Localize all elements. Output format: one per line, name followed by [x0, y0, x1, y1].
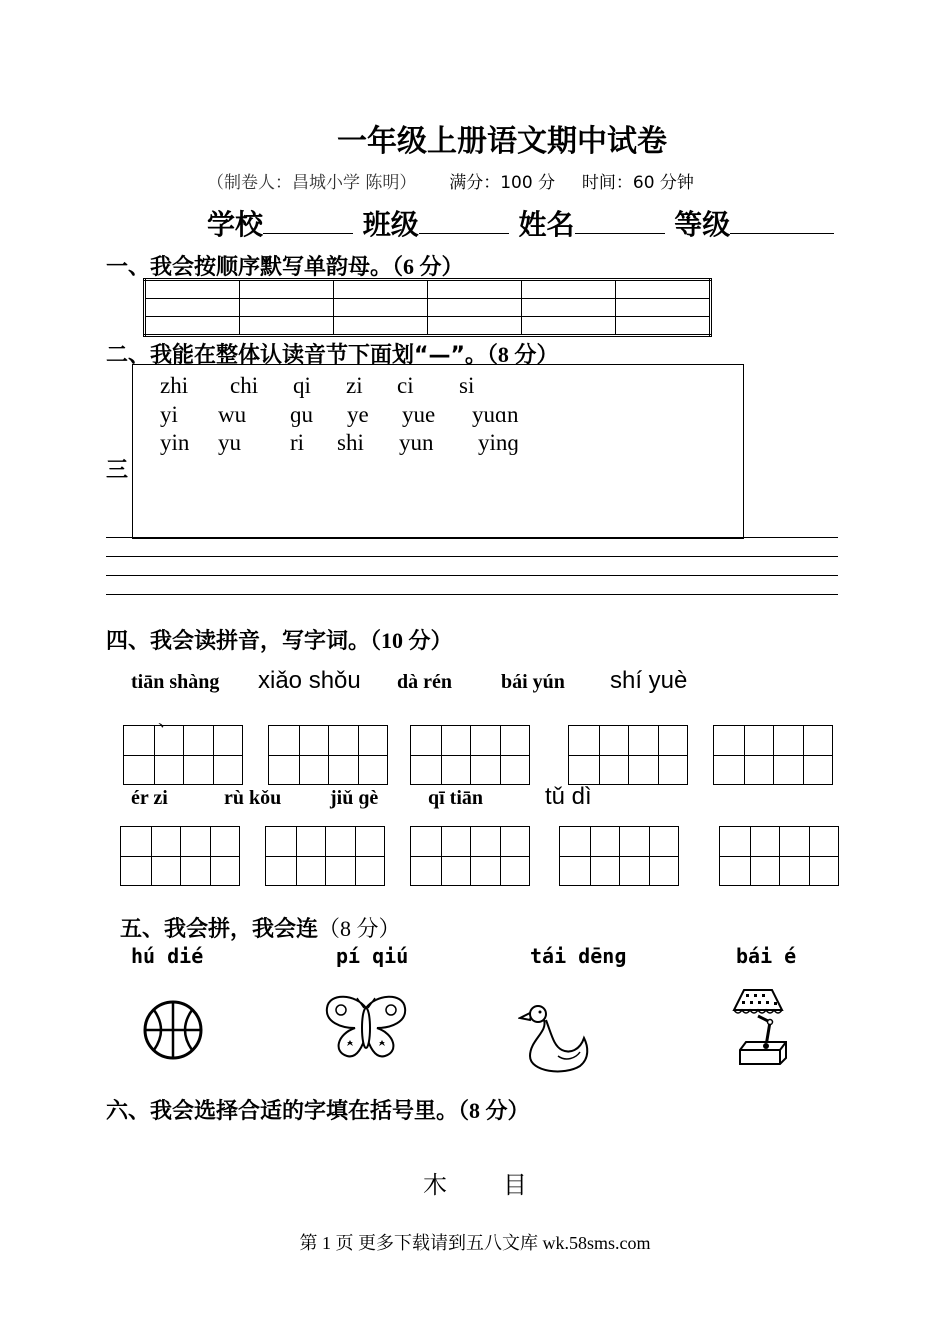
syllable[interactable]: yu — [218, 430, 241, 455]
section-5-points: （8 分） — [318, 916, 401, 941]
school-blank[interactable] — [263, 205, 353, 234]
character-writing-box[interactable] — [265, 826, 385, 886]
pinyin-word: rù kǒu — [224, 787, 282, 809]
writing-line[interactable] — [106, 537, 838, 538]
character-writing-box[interactable] — [120, 826, 240, 886]
syllable[interactable]: shi — [337, 430, 364, 455]
class-label: 班级 — [362, 208, 419, 241]
section-1-title: 一、我会按顺序默写单韵母。（ — [106, 255, 404, 280]
section-4-points: 10 分 — [381, 628, 431, 653]
character-writing-box[interactable] — [123, 725, 243, 785]
pinyin-word: tǔ dì — [545, 783, 592, 810]
pinyin-word: ér zi — [131, 787, 168, 809]
section-6-close: ） — [507, 1099, 530, 1124]
section-5-heading — [120, 912, 401, 943]
section-1-close: ） — [441, 255, 464, 280]
section-6-title: 六、我会选择合适的字填在括号里。（ — [106, 1099, 470, 1124]
goose-icon[interactable] — [518, 1000, 592, 1078]
syllable[interactable]: zhi — [160, 373, 189, 398]
syllable[interactable]: wu — [218, 402, 247, 427]
syllable[interactable]: yi — [160, 402, 178, 427]
writing-line[interactable] — [106, 575, 838, 576]
desk-lamp-icon[interactable] — [730, 986, 792, 1068]
character-writing-box[interactable] — [410, 826, 530, 886]
character-writing-box[interactable] — [559, 826, 679, 886]
syllable[interactable]: yue — [402, 402, 436, 427]
section-2-points: 8 分 — [497, 342, 537, 367]
exam-time: 时间：60 分钟 — [581, 173, 694, 193]
character-writing-box[interactable] — [713, 725, 833, 785]
syllable[interactable]: yin — [160, 430, 190, 455]
character-writing-box[interactable] — [568, 725, 688, 785]
syllable[interactable]: chi — [230, 373, 259, 398]
exam-maker: （制卷人：昌城小学 陈明） — [207, 173, 417, 193]
syllable[interactable]: yuɑn — [472, 402, 519, 427]
page-footer: 第 1 页 更多下载请到五八文库 wk.58sms.com — [299, 1233, 651, 1253]
section-6-points: 8 分 — [469, 1098, 508, 1123]
match-pinyin[interactable]: tái dēnɡ — [530, 944, 627, 968]
pinyin-word: dà rén — [397, 671, 452, 693]
pinyin-word: xiǎo shǒu — [258, 667, 361, 694]
syllable[interactable]: qi — [293, 373, 311, 398]
syllable[interactable]: ri — [290, 430, 305, 455]
pinyin-word: qī tiān — [428, 787, 484, 809]
match-pinyin[interactable]: pí qiú — [336, 944, 409, 968]
match-pinyin[interactable]: hú dié — [131, 944, 204, 968]
name-blank[interactable] — [575, 205, 665, 234]
section-4-close: ） — [430, 629, 453, 654]
match-pinyin[interactable]: bái é — [736, 944, 797, 968]
butterfly-icon[interactable] — [323, 994, 409, 1062]
section-4-title: 四、我会读拼音，写字词。（ — [106, 629, 382, 654]
syllable[interactable]: yinɡ — [478, 430, 519, 455]
syllable[interactable]: yun — [399, 430, 434, 455]
syllable[interactable]: zi — [346, 373, 363, 398]
writing-line[interactable] — [106, 594, 838, 595]
school-label: 学校 — [207, 208, 264, 241]
writing-line[interactable] — [106, 556, 838, 557]
character-writing-box[interactable] — [268, 725, 388, 785]
section-1-points: 6 分 — [403, 254, 442, 279]
syllable[interactable]: ci — [397, 373, 414, 398]
page-title: 一年级上册语文期中试卷 — [337, 124, 667, 159]
name-label: 姓名 — [518, 208, 575, 241]
vowel-writing-grid[interactable] — [143, 278, 712, 337]
choice-character: 目 — [503, 1171, 527, 1199]
section-4-heading — [106, 624, 453, 655]
pinyin-word: tiān shàng — [131, 671, 220, 693]
basketball-icon[interactable] — [142, 998, 204, 1062]
stray-comma: 、 — [158, 710, 176, 731]
full-score: 满分：100 分 — [449, 173, 556, 193]
exam-meta — [207, 168, 694, 193]
syllable[interactable]: ɡu — [290, 402, 313, 427]
syllable[interactable]: si — [459, 373, 475, 398]
section-3-heading: 三 — [106, 458, 129, 483]
section-1-heading — [106, 250, 464, 281]
syllable[interactable]: ye — [347, 402, 369, 427]
section-2-title: 二、我能在整体认读音节下面划“—”。（ — [106, 343, 498, 368]
section-6-heading — [106, 1094, 530, 1125]
grade-label: 等级 — [674, 208, 731, 241]
pinyin-word: jiǔ ɡè — [330, 787, 379, 809]
section-2-close: ） — [536, 343, 559, 368]
character-writing-box[interactable] — [719, 826, 839, 886]
grade-blank[interactable] — [730, 205, 834, 234]
pinyin-word: shí yuè — [610, 667, 688, 694]
choice-character: 木 — [423, 1171, 447, 1199]
pinyin-word: bái yún — [501, 671, 565, 693]
class-blank[interactable] — [419, 205, 509, 234]
student-info-line — [207, 203, 834, 243]
section-5-title: 五、我会拼，我会连 — [120, 917, 319, 942]
character-writing-box[interactable] — [410, 725, 530, 785]
